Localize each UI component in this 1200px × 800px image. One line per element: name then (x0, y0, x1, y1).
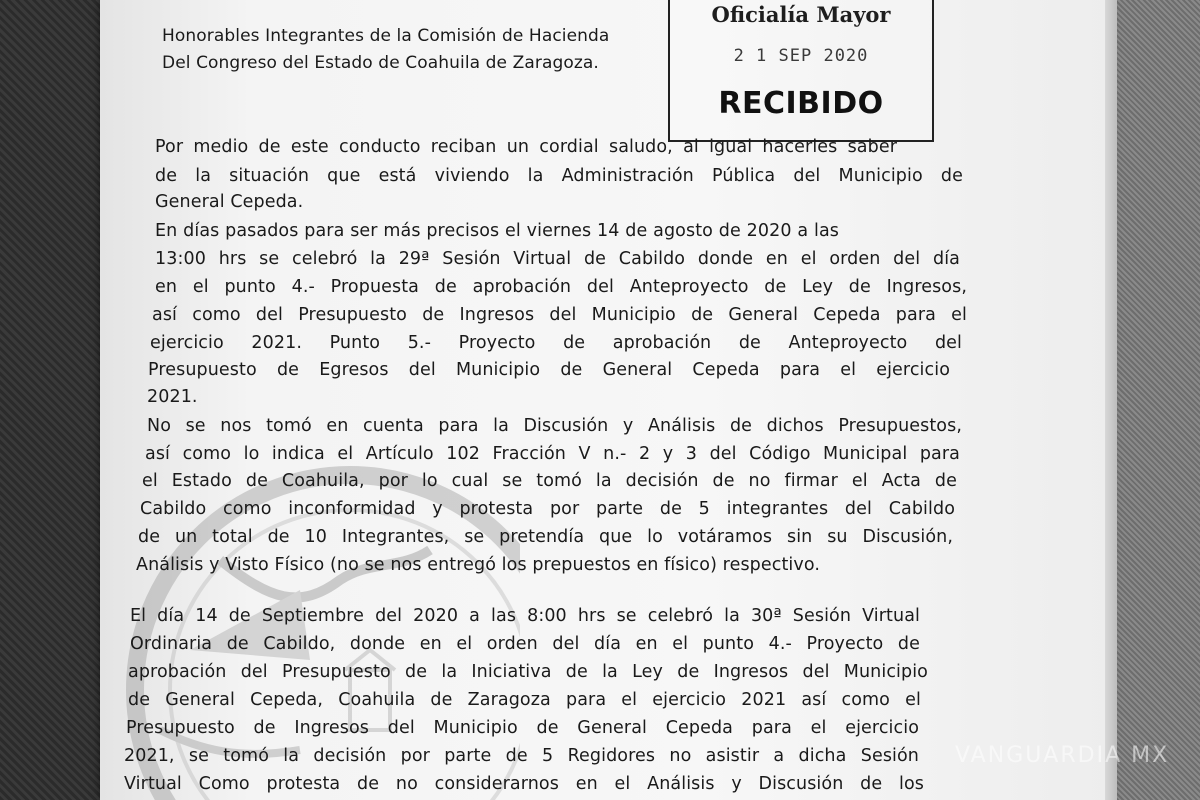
body-line: de General Cepeda, Coahuila de Zaragoza para el ejercicio 2021 así como el (128, 690, 921, 710)
stamp-office: Oficialía Mayor (711, 2, 891, 27)
body-line: el Estado de Coahuila, por lo cual se tomó la decisión de no firmar el Acta de (142, 471, 957, 491)
received-stamp (668, 0, 934, 142)
body-line: El día 14 de Septiembre del 2020 a las 8:00 hrs se celebró la 30ª Sesión Virtual (130, 606, 920, 626)
body-line: En días pasados para ser más precisos el viernes 14 de agosto de 2020 a las (155, 221, 839, 241)
body-line: Presupuesto de Egresos del Municipio de General Cepeda para el ejercicio (148, 360, 950, 380)
body-line: aprobación del Presupuesto de la Iniciativa de la Ley de Ingresos del Municipio (128, 662, 928, 682)
addressee-line-2: Del Congreso del Estado de Coahuila de Zaragoza. (162, 53, 599, 73)
body-line: de la situación que está viviendo la Administración Pública del Municipio de (155, 166, 963, 186)
stamp-date: 2 1 SEP 2020 (733, 46, 869, 66)
body-line: 2021, se tomó la decisión por parte de 5 Regidores no asistir a dicha Sesión (124, 746, 919, 766)
body-line: No se nos tomó en cuenta para la Discusión y Análisis de dichos Presupuestos, (147, 416, 962, 436)
background-right (1105, 0, 1200, 800)
paper-edge (1105, 0, 1117, 800)
body-line: 2021. (147, 387, 198, 407)
body-line: en el punto 4.- Propuesta de aprobación del Anteproyecto de Ley de Ingresos, (155, 277, 967, 297)
body-line: así como lo indica el Artículo 102 Fracción V n.- 2 y 3 del Código Municipal para (145, 444, 960, 464)
body-line: Virtual Como protesta de no considerarnos en el Análisis y Discusión de los (124, 774, 924, 794)
body-line: así como del Presupuesto de Ingresos del Municipio de General Cepeda para el (152, 305, 967, 325)
body-line: ejercicio 2021. Punto 5.- Proyecto de aprobación de Anteproyecto del (150, 333, 962, 353)
body-line: Cabildo como inconformidad y protesta por parte de 5 integrantes del Cabildo (140, 499, 955, 519)
stamp-status: RECIBIDO (718, 86, 884, 121)
body-line: General Cepeda. (155, 192, 304, 212)
body-line: Ordinaria de Cabildo, donde en el orden del día en el punto 4.- Proyecto de (130, 634, 920, 654)
body-line: 13:00 hrs se celebró la 29ª Sesión Virtual de Cabildo donde en el orden del día (155, 249, 960, 269)
publisher-watermark: VANGUARDIA MX (955, 743, 1170, 768)
body-line: Análisis y Visto Físico (no se nos entregó los prepuestos en físico) respectivo. (136, 555, 821, 575)
body-line: Presupuesto de Ingresos del Municipio de General Cepeda para el ejercicio (126, 718, 919, 738)
body-line: Por medio de este conducto reciban un cordial saludo, al igual hacerles saber (155, 137, 897, 157)
addressee-line-1: Honorables Integrantes de la Comisión de Hacienda (162, 26, 610, 46)
body-line: de un total de 10 Integrantes, se pretendía que lo votáramos sin su Discusión, (138, 527, 953, 547)
